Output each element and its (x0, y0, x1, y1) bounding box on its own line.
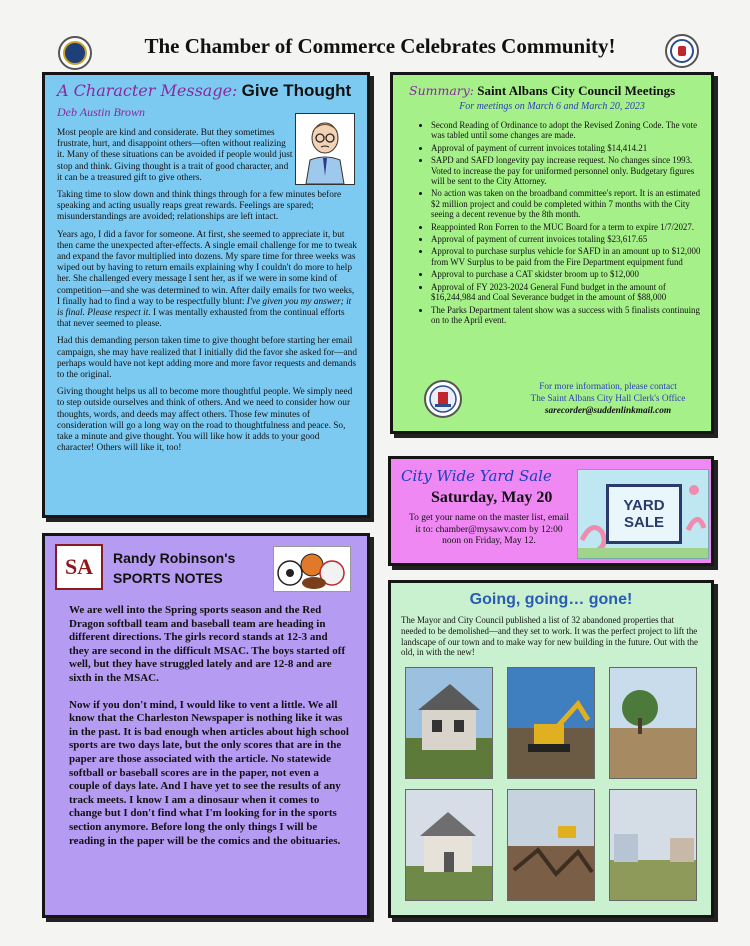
chamber-seal-icon (58, 36, 92, 70)
sports-body (69, 604, 349, 861)
council-contact-line1: For more information, please contact (539, 382, 677, 392)
sports-author: Randy Robinson's (113, 550, 236, 566)
debris-photo (507, 789, 595, 901)
character-paragraph-1: Most people are kind and considerate. But they sometimes frustrate, hurt, and disappoint others—often without realizing it. Many of these situations can be avoided if people would just stop and think. Giving thought is a trait of good character, and it can be a treasured gift to give others. (57, 128, 293, 183)
demolition-title: Going, going… gone! (469, 591, 633, 608)
council-title: Saint Albans City Council Meetings (477, 83, 676, 98)
sports-paragraph-2: Now if you don't mind, I would like to vent a little. We all know that the Charleston Newspaper is nothing like it was in the past. It is bad enough when articles about high school sports are two days late, but the only scores that are in the paper are those associated with the article. No statewide softball or baseball scores are in the paper, not even a couple of days late. And I have yet to see the results of any track meets. I know I am a dinosaur when it comes to change but I don't find what I'm looking for in the sports section anymore. Before long the only things I will be reading in the paper will be the comics and the obituaries. (69, 698, 349, 847)
yard-sale-panel (388, 456, 714, 566)
house-photo (405, 667, 493, 779)
sports-title: SPORTS NOTES (113, 570, 223, 586)
council-item: • Second Reading of Ordinance to adopt the Revised Zoning Code. The vote was tabled until some changes are made. (431, 120, 701, 141)
council-contact-line2: The Saint Albans City Hall Clerk's Office (530, 394, 686, 404)
council-heading (409, 83, 701, 99)
character-paragraph-5: Giving thought helps us all to become more thoughtful people. We simply need to step outside ourselves and think of others. And we need to consider how our thoughts, words, and deeds may affect others. Those few minutes of consideration will go a long way on the road to thoughtfulness and peace. So, take a minute and give thought. You will like how it adds to your good character! Others will like it, too! (57, 387, 353, 454)
sports-paragraph-1: We are well into the Spring sports season and the Red Dragon softball team and baseball team are heading in different directions. The girls record stands at 12-3 and they are second in the difficult MSAC. The boys started off well, but they have struggled lately and are 12-8 and are sixth in the MSAC. (69, 604, 346, 684)
council-item: • The Parks Department talent show was a success with 5 finalists continuing on to the April event. (431, 305, 701, 326)
yard-sign-line2: SALE (623, 514, 664, 531)
council-contact-email: sarecorder@suddenlinkmail.com (544, 406, 672, 416)
character-paragraph-3: Years ago, I did a favor for someone. At first, she seemed to appreciate it, but then came the unexpected after-effects. A single email challenge for me to tweak and expand the favor multiplied into dozens. My spare time for three weeks was wiped out by having to return emails explaining why I couldn't do more to help her. She challenged every message I sent her, as if we were in some kind of competition—and she was determined to win. After daily emails for two weeks, I finally had to find a way to be respectfully blunt: I've given you my answer; it is final. Please respect it. I was mentally exhausted from the continual efforts that never seemed to please. (57, 229, 357, 330)
sa-logo-icon: SA (55, 544, 103, 590)
yard-sign-line1: YARD (623, 497, 665, 514)
council-contact (513, 381, 703, 417)
thinking-man-icon (295, 113, 355, 185)
council-item: • Approval of payment of current invoices totaling $23,617.65 (431, 234, 701, 244)
character-author: Deb Austin Brown (57, 105, 146, 119)
cleared-lot-photo (609, 667, 697, 779)
sports-heading (113, 548, 235, 588)
council-summary-panel (390, 72, 714, 434)
council-label: Summary: (409, 83, 475, 98)
city-seal-icon (665, 34, 699, 68)
council-item: • Reappointed Ron Forren to the MUC Board for a term to expire 1/7/2027. (431, 222, 701, 232)
city-hall-seal-icon (423, 379, 463, 419)
council-item: • Approval to purchase a CAT skidster broom up to $12,000 (431, 269, 701, 279)
council-list (403, 120, 701, 325)
yard-sale-body: To get your name on the master list, email it to: chamber@mysawv.com by 12:00 noon on Friday, May 12. (409, 513, 570, 546)
yard-sale-title: City Wide Yard Sale (401, 467, 552, 485)
council-item: • Approval of FY 2023-2024 General Fund budget in the amount of $16,244,984 and Coal Severance budget in the amount of $88,000 (431, 282, 701, 303)
character-paragraph-4: Had this demanding person taken time to give thought before starting her email campaign, she may have realized that I initially did the favor she asked for—and perhaps would have not kept adding more and more favor requests and demands to the original. (57, 336, 357, 381)
character-heading (57, 81, 357, 101)
character-label: A Character Message: (57, 81, 238, 100)
character-paragraph-2: Taking time to slow down and think things through for a few minutes before speaking and acting usually reaps great rewards. Feelings are spared; misunderstandings are avoided; relationships are left intact. (57, 190, 342, 223)
house-photo-2 (405, 789, 493, 901)
empty-lot-photo (609, 789, 697, 901)
character-title: Give Thought (241, 81, 352, 100)
character-quote: I've given you my answer; it is final. Please respect it. (57, 296, 352, 319)
yard-sale-sign (606, 484, 682, 544)
demolition-panel (388, 580, 714, 918)
yard-sale-date: Saturday, May 20 (431, 489, 553, 506)
council-item: • No action was taken on the broadband committee's report. It is an estimated $2 million project and could be completed within 7 months with the City seeing a decent revenue by the 8th month. (431, 188, 701, 219)
character-message-panel (42, 72, 370, 518)
page-title: The Chamber of Commerce Celebrates Community! (144, 34, 616, 58)
yard-sale-sign-image (577, 469, 709, 559)
council-item: • SAPD and SAFD longevity pay increase request. No changes since 1993. Voted to increase the pay for uniformed personnel only. Budgetary figures will be sent to the City Attorney. (431, 155, 701, 186)
council-subtitle: For meetings on March 6 and March 20, 2023 (459, 101, 645, 112)
council-item: • Approval to purchase surplus vehicle for SAFD in an amount up to $12,000 from WV Surplus to be paid from the Fire Department equipment fund (431, 246, 701, 267)
excavator-photo (507, 667, 595, 779)
sports-balls-icon (273, 546, 351, 592)
demolition-body: The Mayor and City Council published a list of 32 abandoned properties that needed to be demolished—and they set to work. It was the perfect project to lift the landscape of our town and to make way for new building in the future. Out with the old, in with the new! (401, 615, 698, 658)
council-item: • Approval of payment of current invoices totaling $14,414.21 (431, 143, 701, 153)
sports-notes-panel (42, 533, 370, 918)
